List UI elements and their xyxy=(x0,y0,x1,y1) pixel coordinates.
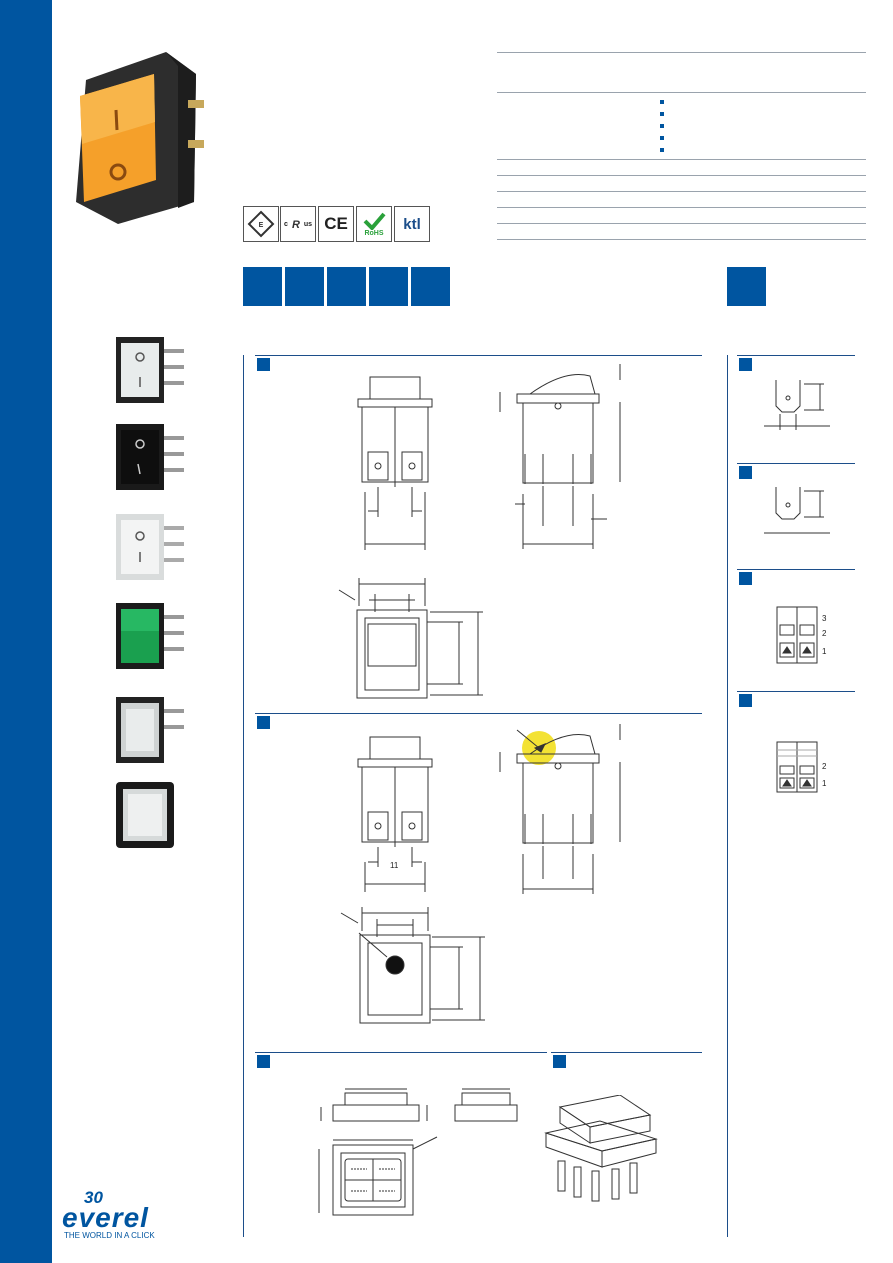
dimension-label-11: 11 xyxy=(390,861,399,870)
svg-text:R: R xyxy=(291,219,300,231)
ul-us-text: us xyxy=(303,220,313,228)
section-d-marker xyxy=(553,1055,566,1068)
drawing-b-side-view xyxy=(495,724,630,899)
ktl-text: ktl xyxy=(403,215,421,233)
terminal-label-2b: 2 xyxy=(822,762,827,771)
left-blue-sidebar xyxy=(0,0,52,1263)
drawing-a-front-view xyxy=(350,372,440,552)
variant-photo-black-switch xyxy=(112,422,187,492)
brand-anniversary: 30 xyxy=(84,1188,103,1207)
ktl-cert-icon xyxy=(394,206,430,242)
drawing-c-cap-side xyxy=(315,1085,435,1125)
enec-icon xyxy=(247,210,275,238)
variant-tab-2[interactable] xyxy=(285,267,324,306)
section-b-rule xyxy=(255,713,702,714)
drawing-side-1-terminal xyxy=(760,378,835,433)
variant-photo-clear-switch xyxy=(112,695,187,765)
ul-cert-icon xyxy=(280,206,316,242)
drawing-c-cap-side-narrow xyxy=(450,1085,525,1125)
section-b-marker xyxy=(257,716,270,729)
side-section-4-marker xyxy=(739,694,752,707)
rohs-cert-icon xyxy=(356,206,392,242)
variant-tab-5[interactable] xyxy=(411,267,450,306)
ul-c-text: c xyxy=(283,220,288,228)
section-a-marker xyxy=(257,358,270,371)
accessory-tab[interactable] xyxy=(727,267,766,306)
info-rule-1 xyxy=(497,52,866,53)
drawing-a-side-view xyxy=(495,364,630,554)
terminal-label-3: 3 xyxy=(822,614,827,623)
variant-photo-white-switch xyxy=(112,335,187,405)
section-a-rule xyxy=(255,355,702,356)
side-section-3-rule xyxy=(737,569,855,570)
section-c-rule xyxy=(255,1052,547,1053)
svg-text:E: E xyxy=(258,222,264,229)
variant-photo-green-switch xyxy=(112,601,187,671)
terminal-label-1b: 1 xyxy=(822,779,827,788)
variant-photo-light-grey-switch xyxy=(112,512,187,582)
left-section-vline xyxy=(243,355,244,1237)
drawing-b-front-view xyxy=(350,732,440,897)
section-c-marker xyxy=(257,1055,270,1068)
side-section-3-marker xyxy=(739,572,752,585)
terminal-label-1: 1 xyxy=(822,647,827,656)
info-rule-6 xyxy=(497,207,866,208)
info-rule-7 xyxy=(497,223,866,224)
side-section-1-rule xyxy=(737,355,855,356)
bullet-5 xyxy=(660,148,664,152)
variant-tab-4[interactable] xyxy=(369,267,408,306)
drawing-d-isometric xyxy=(540,1095,670,1215)
right-section-vline xyxy=(727,355,728,1237)
drawing-c-cap-top xyxy=(315,1135,455,1225)
info-rule-2 xyxy=(497,92,866,93)
bullet-2 xyxy=(660,112,664,116)
drawing-b-top-view xyxy=(335,905,495,1030)
rohs-text: RoHS xyxy=(364,229,384,237)
terminal-label-2: 2 xyxy=(822,629,827,638)
ul-icon xyxy=(288,216,304,232)
drawing-side-2-terminal xyxy=(760,485,835,540)
bullet-4 xyxy=(660,136,664,140)
ce-cert-icon xyxy=(318,206,354,242)
section-d-rule xyxy=(551,1052,702,1053)
side-section-2-marker xyxy=(739,466,752,479)
info-rule-5 xyxy=(497,191,866,192)
info-rule-4 xyxy=(497,175,866,176)
rohs-icon xyxy=(362,212,386,230)
variant-photo-sealed-switch xyxy=(112,780,187,850)
drawing-side-3-terminal-layout xyxy=(775,605,820,665)
bullet-3 xyxy=(660,124,664,128)
product-photo-orange-switch xyxy=(66,52,216,227)
brand-name: everel xyxy=(62,1202,149,1233)
variant-tab-3[interactable] xyxy=(327,267,366,306)
side-section-1-marker xyxy=(739,358,752,371)
side-section-2-rule xyxy=(737,463,855,464)
variant-tab-1[interactable] xyxy=(243,267,282,306)
drawing-side-4-terminal-layout xyxy=(775,740,820,795)
bullet-1 xyxy=(660,100,664,104)
info-rule-3 xyxy=(497,159,866,160)
brand-tagline: THE WORLD IN A CLICK xyxy=(64,1231,155,1240)
side-section-4-rule xyxy=(737,691,855,692)
enec-cert-icon xyxy=(243,206,279,242)
ce-text: CE xyxy=(324,214,348,233)
brand-logo xyxy=(62,1188,222,1242)
info-rule-8 xyxy=(497,239,866,240)
drawing-a-top-view xyxy=(335,572,495,702)
